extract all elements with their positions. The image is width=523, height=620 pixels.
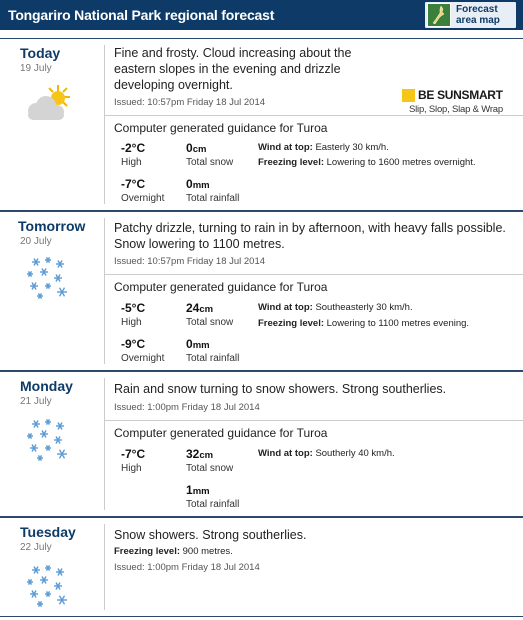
rain-unit: mm [192, 486, 210, 497]
wind-value: Easterly 30 km/h. [315, 142, 389, 153]
section-divider [105, 420, 523, 421]
guidance-title: Computer generated guidance for Turoa [114, 280, 328, 294]
page-title: Tongariro National Park regional forecast [8, 7, 275, 23]
issued-time: Issued: 10:57pm Friday 18 Jul 2014 [114, 256, 266, 267]
overnight-label: Overnight [121, 193, 165, 204]
day-name: Today [20, 45, 61, 61]
sunsmart-title: BE SUNSMART [418, 88, 503, 102]
section-divider [105, 274, 523, 275]
rain-amount: 0 [186, 337, 193, 351]
high-label: High [121, 463, 142, 474]
day-date: 22 July [20, 542, 52, 553]
day-name: Monday [20, 378, 73, 394]
column-divider [104, 378, 105, 510]
freeze-value: 900 metres. [182, 546, 233, 557]
freeze-value: Lowering to 1600 metres overnight. [326, 157, 476, 168]
freeze-value: Lowering to 1100 metres evening. [326, 318, 470, 329]
total-rainfall-value [186, 177, 210, 191]
high-temp: -5°C [121, 301, 146, 315]
column-divider [104, 218, 105, 364]
day-date: 21 July [20, 396, 52, 407]
section-divider [105, 115, 523, 116]
day-name: Tomorrow [18, 218, 86, 234]
day-date: 20 July [20, 236, 52, 247]
forecast-area-map-label: Forecast area map [456, 4, 500, 26]
wind-value: Southerly 40 km/h. [315, 448, 395, 459]
snow-unit: cm [199, 450, 214, 461]
snow-icon [22, 564, 72, 608]
high-label: High [121, 157, 142, 168]
snow-icon [22, 418, 72, 462]
snow-amount: 32 [186, 447, 200, 461]
wind-at-top [258, 302, 413, 313]
freeze-label: Freezing level: [258, 157, 324, 168]
total-snow-label: Total snow [186, 463, 234, 474]
total-snow-label: Total snow [186, 157, 234, 168]
freeze-label: Freezing level: [114, 546, 180, 557]
day-name: Tuesday [20, 524, 76, 540]
wind-label: Wind at top: [258, 302, 313, 313]
wind-at-top [258, 142, 389, 153]
wind-value: Southeasterly 30 km/h. [315, 302, 413, 313]
column-divider [104, 45, 105, 204]
total-snow-label: Total snow [186, 317, 234, 328]
rain-unit: mm [192, 180, 210, 191]
high-temp: -2°C [121, 141, 146, 155]
total-rainfall-label: Total rainfall [186, 499, 240, 510]
freeze-label: Freezing level: [258, 318, 324, 329]
wind-label: Wind at top: [258, 142, 313, 153]
issued-time: Issued: 10:57pm Friday 18 Jul 2014 [114, 97, 266, 108]
sunsmart-badge [402, 88, 508, 118]
overnight-temp: -7°C [121, 177, 146, 191]
overnight-temp: -9°C [121, 337, 146, 351]
issued-time: Issued: 1:00pm Friday 18 Jul 2014 [114, 402, 260, 413]
snow-unit: cm [199, 304, 214, 315]
forecast-text: Fine and frosty. Cloud increasing about the eastern slopes in the evening and drizzle developing overnight. [114, 46, 352, 92]
wind-label: Wind at top: [258, 448, 313, 459]
sun-icon [402, 89, 415, 102]
snow-unit: cm [192, 144, 207, 155]
freezing-level [258, 318, 469, 329]
day-forecast-tuesday [0, 517, 523, 617]
total-snow-value [186, 301, 213, 315]
freezing-level [114, 546, 233, 557]
forecast-text: Patchy drizzle, turning to rain in by afternoon, with heavy falls possible. Snow lowering to 1100 metres. [114, 221, 506, 251]
snow-amount: 24 [186, 301, 200, 315]
total-snow-value [186, 141, 206, 155]
total-rainfall-label: Total rainfall [186, 193, 240, 204]
total-snow-value [186, 447, 213, 461]
issued-time: Issued: 1:00pm Friday 18 Jul 2014 [114, 562, 260, 573]
forecast-area-map-button[interactable] [424, 1, 517, 29]
rain-amount: 1 [186, 483, 193, 497]
forecast-text: Snow showers. Strong southerlies. [114, 528, 307, 542]
rain-amount: 0 [186, 177, 193, 191]
high-temp: -7°C [121, 447, 146, 461]
day-forecast-today [0, 38, 523, 211]
day-forecast-monday [0, 371, 523, 517]
freezing-level [258, 157, 476, 168]
day-date: 19 July [20, 63, 52, 74]
sunsmart-subtitle: Slip, Slop, Slap & Wrap [409, 104, 503, 115]
total-rainfall-value [186, 337, 210, 351]
column-divider [104, 524, 105, 610]
nz-map-icon [427, 3, 451, 27]
partly-cloudy-icon [22, 83, 76, 123]
wind-at-top [258, 448, 395, 459]
snow-icon [22, 256, 72, 300]
rain-unit: mm [192, 340, 210, 351]
snow-amount: 0 [186, 141, 193, 155]
high-label: High [121, 317, 142, 328]
forecast-text: Rain and snow turning to snow showers. Strong southerlies. [114, 382, 447, 396]
guidance-title: Computer generated guidance for Turoa [114, 121, 328, 135]
overnight-label: Overnight [121, 353, 165, 364]
total-rainfall-label: Total rainfall [186, 353, 240, 364]
total-rainfall-value [186, 483, 210, 497]
day-forecast-tomorrow [0, 211, 523, 371]
guidance-title: Computer generated guidance for Turoa [114, 426, 328, 440]
forecast-header [0, 0, 523, 30]
